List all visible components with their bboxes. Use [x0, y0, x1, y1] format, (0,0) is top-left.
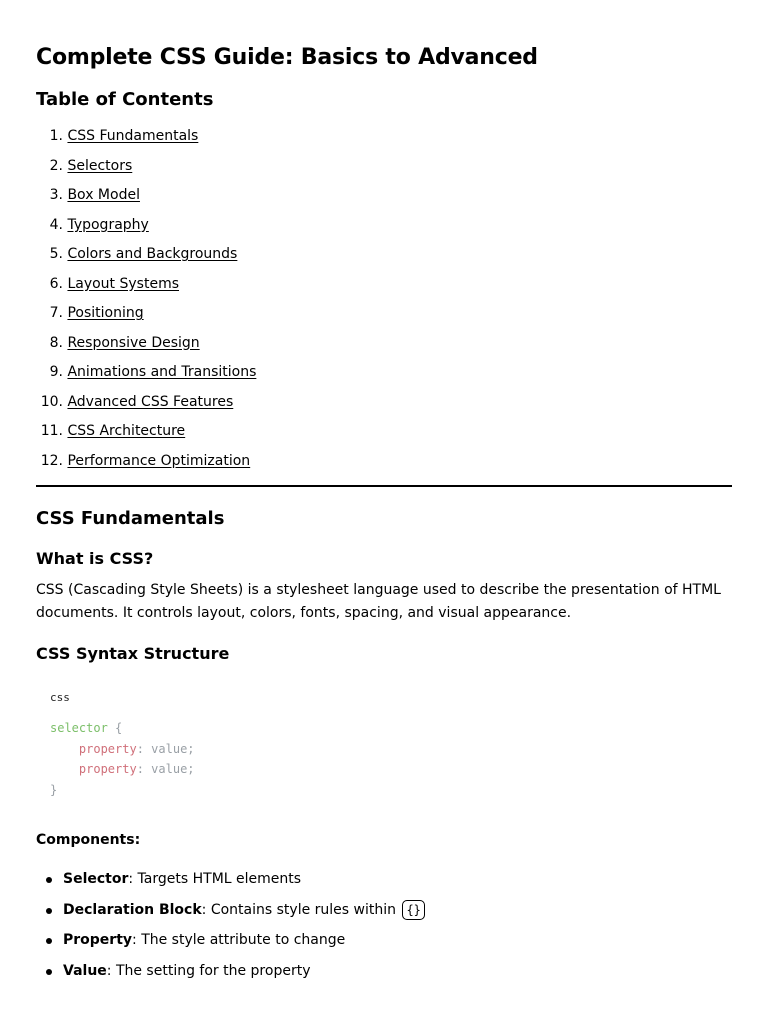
bullet-icon	[46, 938, 52, 944]
toc-item-number: 9.	[49, 364, 63, 380]
component-term: Declaration Block	[63, 901, 202, 918]
toc-item-number: 11.	[40, 423, 63, 439]
code-line	[50, 780, 718, 801]
toc-link-box-model[interactable]: Box Model	[67, 187, 140, 203]
bullet-icon	[46, 908, 52, 914]
toc-item-number: 7.	[49, 305, 63, 321]
code-line	[50, 718, 718, 739]
component-term: Selector	[63, 871, 129, 887]
component-desc: : Contains style rules within	[201, 901, 401, 918]
toc-link-animations-and-transitions[interactable]: Animations and Transitions	[67, 364, 257, 380]
component-desc: : The setting for the property	[106, 962, 311, 979]
toc-item-number: 10.	[40, 393, 63, 410]
toc-item	[36, 299, 732, 329]
code-value-token: value	[151, 741, 188, 756]
toc-link-layout-systems[interactable]: Layout Systems	[67, 275, 179, 292]
table-of-contents	[36, 122, 732, 476]
toc-item-number: 2.	[49, 157, 63, 174]
code-close-brace: }	[50, 782, 58, 797]
toc-item	[36, 417, 732, 447]
toc-item-number: 6.	[49, 275, 63, 292]
toc-item-number: 4.	[49, 216, 63, 233]
inline-code-braces: {}	[402, 900, 424, 920]
toc-item	[36, 329, 732, 359]
code-colon: :	[136, 762, 144, 776]
page-title: Complete CSS Guide: Basics to Advanced	[36, 45, 538, 70]
toc-link-positioning[interactable]: Positioning	[67, 305, 144, 321]
list-item	[36, 895, 732, 926]
code-language-label: css	[50, 691, 70, 704]
toc-link-responsive-design[interactable]: Responsive Design	[67, 334, 200, 351]
code-semicolon: ;	[187, 762, 195, 776]
toc-item-number: 1.	[49, 128, 63, 144]
toc-link-performance-optimization[interactable]: Performance Optimization	[67, 452, 251, 469]
toc-item	[36, 211, 732, 241]
toc-item	[36, 240, 732, 270]
code-property-token: property	[78, 741, 137, 756]
bullet-icon	[46, 877, 52, 883]
code-open-brace: {	[115, 721, 123, 735]
toc-link-colors-and-backgrounds[interactable]: Colors and Backgrounds	[67, 246, 238, 262]
toc-item	[36, 152, 732, 182]
toc-link-css-architecture[interactable]: CSS Architecture	[67, 423, 186, 439]
section-heading: CSS Fundamentals	[36, 508, 225, 529]
code-line	[50, 739, 718, 760]
section-divider	[36, 485, 732, 487]
component-term: Property	[63, 932, 133, 948]
code-block	[36, 680, 732, 810]
component-desc: : The style attribute to change	[132, 932, 346, 948]
code-selector-token: selector	[50, 721, 108, 735]
toc-link-advanced-css-features[interactable]: Advanced CSS Features	[67, 393, 234, 410]
toc-heading: Table of Contents	[36, 89, 214, 110]
toc-item	[36, 270, 732, 300]
subsection-heading-what-is-css: What is CSS?	[36, 549, 154, 568]
toc-item	[36, 447, 732, 477]
code-property-token: property	[78, 762, 137, 776]
toc-link-css-fundamentals[interactable]: CSS Fundamentals	[67, 128, 199, 144]
code-value-token: value	[151, 762, 188, 776]
components-list	[36, 864, 732, 986]
list-item	[36, 864, 732, 895]
component-desc: : Targets HTML elements	[128, 871, 302, 887]
toc-item-number: 5.	[49, 246, 63, 262]
toc-item-number: 12.	[40, 452, 63, 469]
toc-item-number: 3.	[49, 187, 63, 203]
what-is-css-paragraph: CSS (Cascading Style Sheets) is a stylesheet language used to describe the presentation of HTML documents. It controls layout, colors, fonts, spacing, and visual appearance.	[36, 582, 721, 621]
code-line	[50, 759, 718, 780]
component-term: Value	[63, 962, 107, 979]
toc-item	[36, 358, 732, 388]
toc-link-selectors[interactable]: Selectors	[67, 157, 133, 174]
code-colon: :	[136, 741, 144, 756]
code-semicolon: ;	[187, 741, 195, 756]
list-item	[36, 956, 732, 987]
toc-item	[36, 122, 732, 152]
toc-item-number: 8.	[49, 334, 63, 351]
subsection-heading-syntax: CSS Syntax Structure	[36, 644, 230, 663]
list-item	[36, 925, 732, 956]
bullet-icon	[46, 969, 52, 975]
toc-link-typography[interactable]: Typography	[67, 216, 149, 233]
toc-item	[36, 388, 732, 418]
toc-item	[36, 181, 732, 211]
components-label: Components:	[36, 832, 141, 848]
